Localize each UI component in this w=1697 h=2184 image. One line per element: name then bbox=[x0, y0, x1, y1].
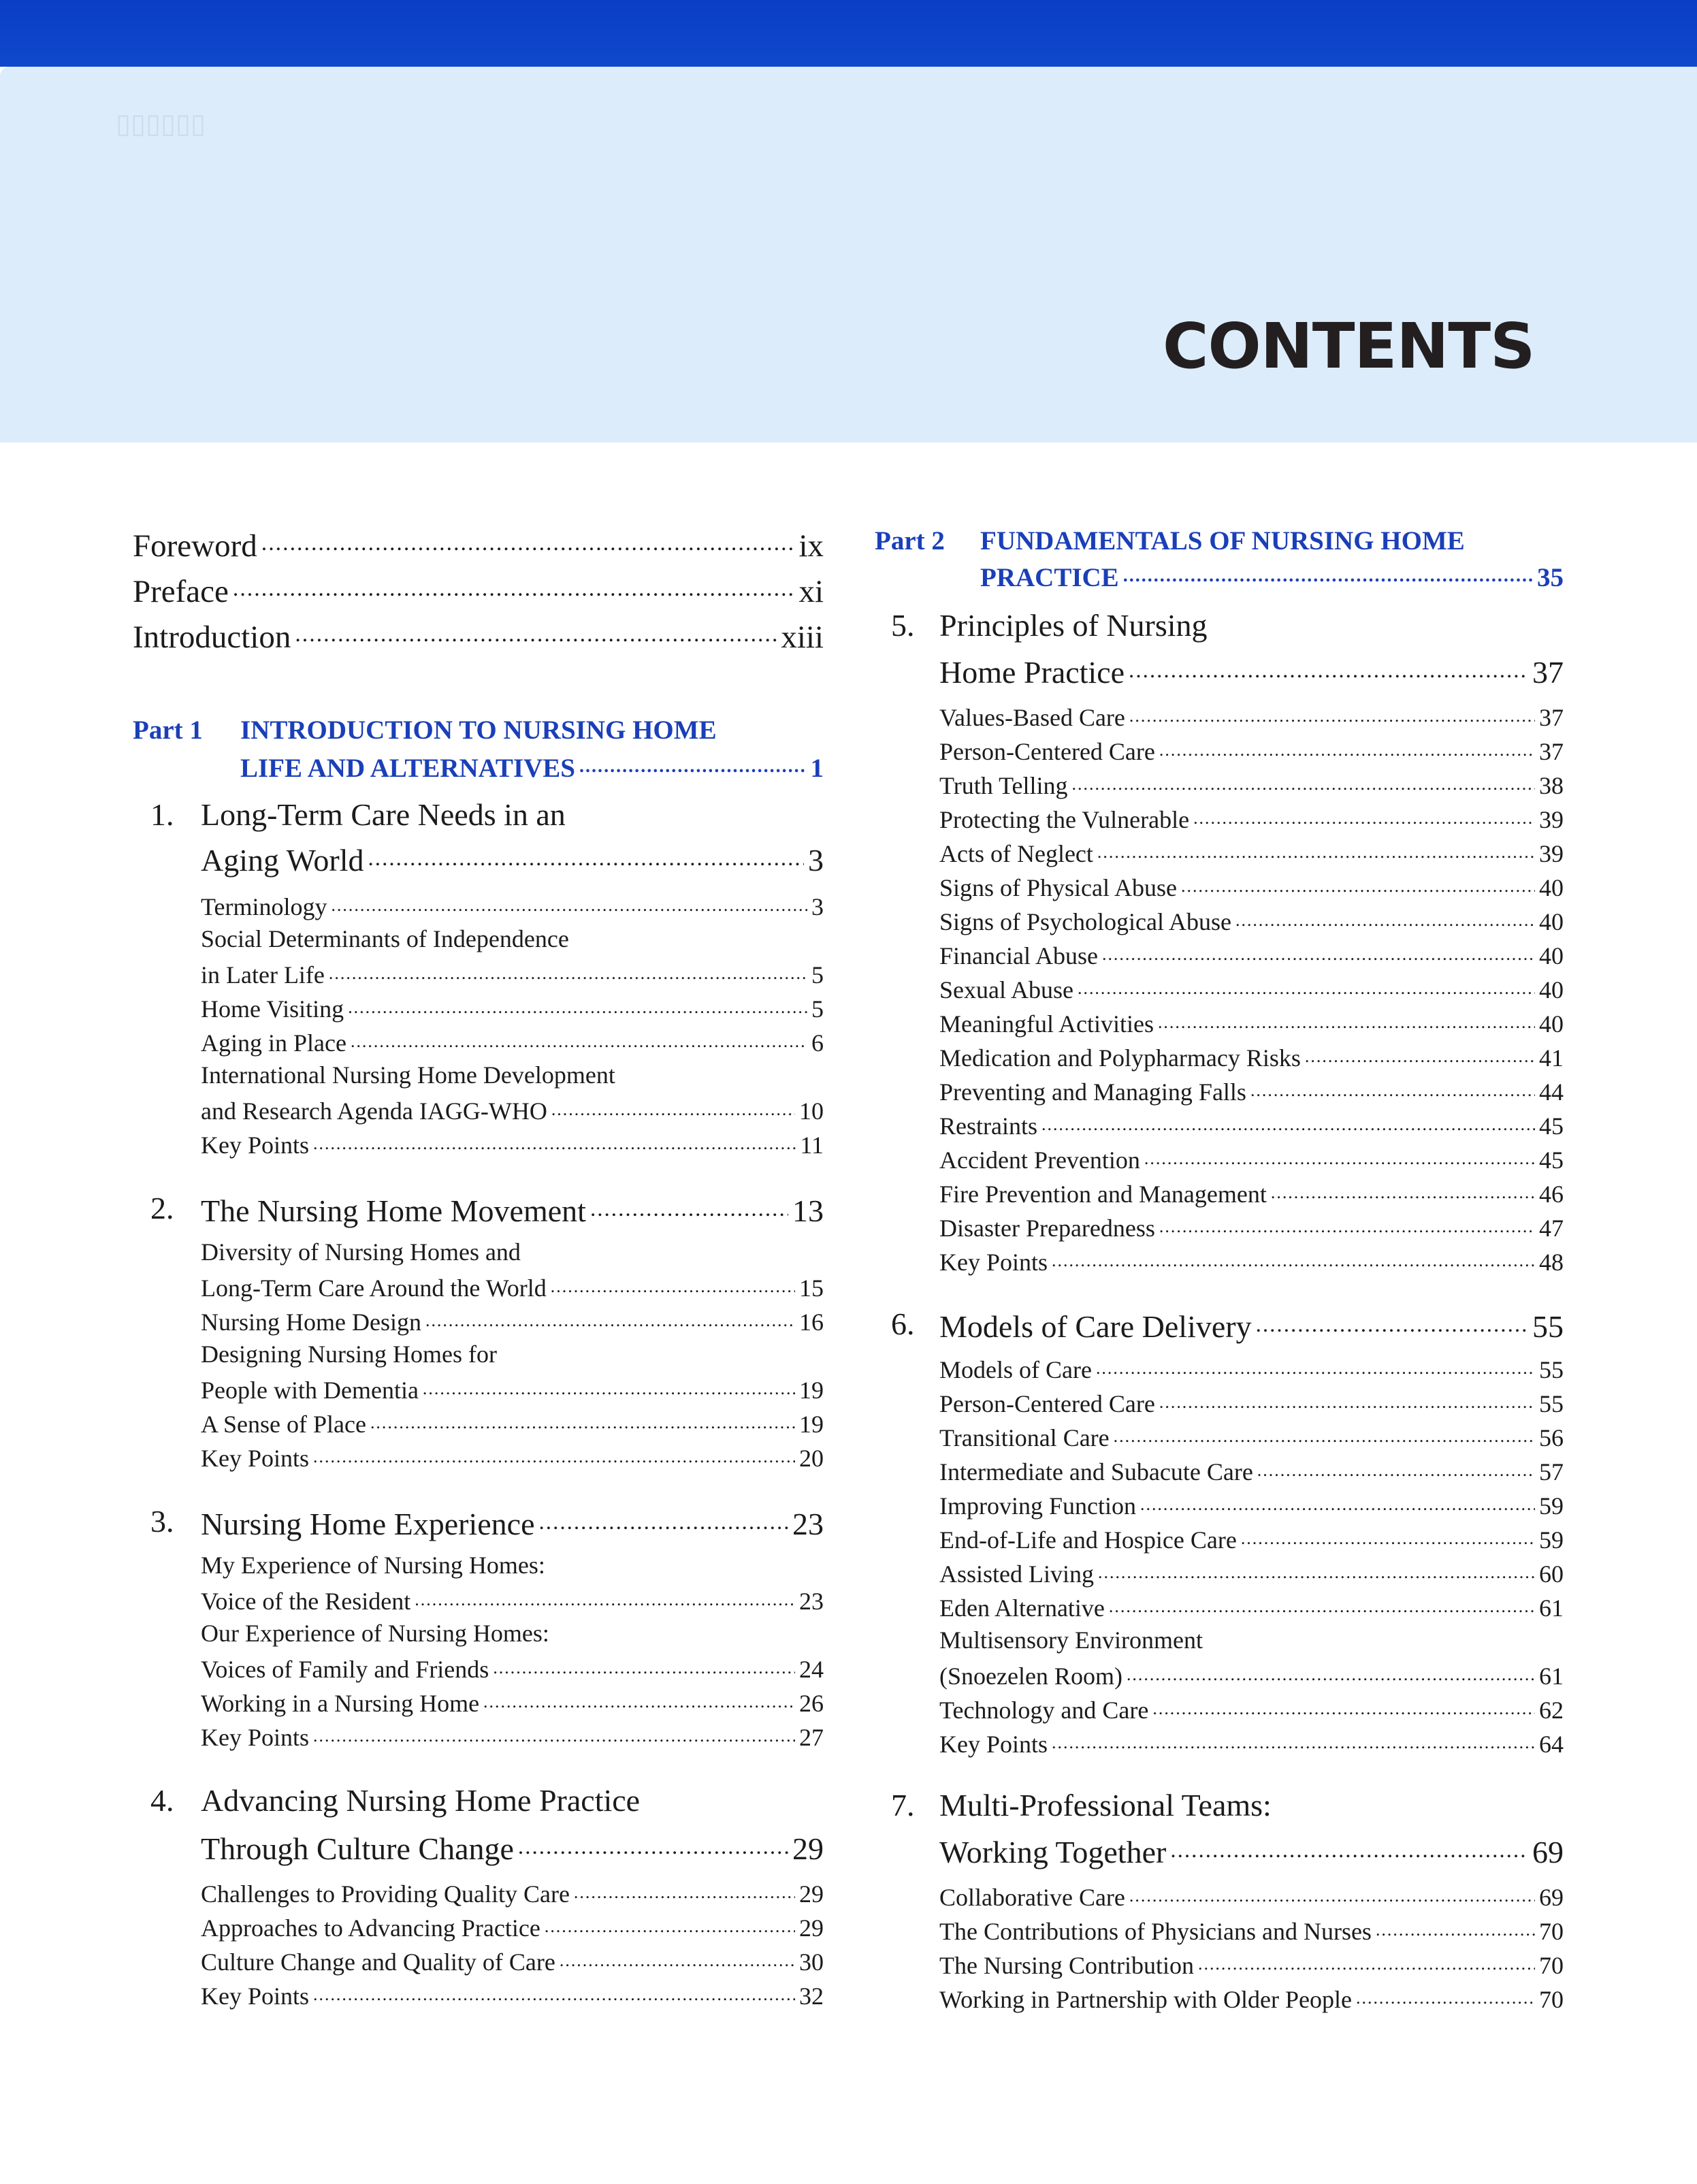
header-panel bbox=[0, 67, 1697, 443]
dot-leader bbox=[313, 1442, 795, 1466]
toc-entry-chapter-3[interactable] bbox=[201, 1503, 824, 1542]
entry-page: 20 bbox=[799, 1445, 824, 1472]
dot-leader bbox=[1129, 652, 1528, 683]
entry-page: xiii bbox=[781, 620, 824, 655]
chapter-7-number: 7. bbox=[891, 1788, 915, 1822]
dot-leader bbox=[1159, 1387, 1535, 1412]
entry-label: Technology and Care bbox=[939, 1697, 1149, 1724]
entry-label: Home Visiting bbox=[201, 995, 344, 1023]
dot-leader bbox=[1127, 1660, 1535, 1684]
chapter-5-number: 5. bbox=[891, 608, 915, 643]
dot-leader bbox=[545, 1912, 795, 1936]
chapter-4-number: 4. bbox=[150, 1783, 174, 1818]
dot-leader bbox=[1250, 1076, 1535, 1100]
entry-label: The Nursing Contribution bbox=[939, 1952, 1194, 1979]
entry-page: 55 bbox=[1539, 1390, 1564, 1417]
toc-section[interactable] bbox=[939, 1212, 1564, 1242]
dot-leader bbox=[295, 615, 777, 647]
entry-label: Aging in Place bbox=[201, 1029, 346, 1057]
toc-section[interactable] bbox=[939, 803, 1564, 834]
entry-label: (Snoezelen Room) bbox=[939, 1663, 1122, 1690]
toc-entry-chapter-2[interactable] bbox=[201, 1190, 824, 1229]
dot-leader bbox=[261, 524, 795, 556]
dot-leader bbox=[1078, 974, 1535, 998]
entry-label: Key Points bbox=[939, 1249, 1048, 1276]
dot-leader bbox=[518, 1828, 788, 1859]
toc-section[interactable] bbox=[201, 1272, 824, 1302]
toc-section[interactable] bbox=[939, 1008, 1564, 1038]
entry-page: 40 bbox=[1539, 942, 1564, 969]
toc-section[interactable] bbox=[939, 1983, 1564, 2014]
entry-label: Nursing Home Design bbox=[201, 1308, 421, 1336]
toc-entry-part-2[interactable] bbox=[980, 560, 1564, 593]
toc-section[interactable] bbox=[939, 1949, 1564, 1980]
entry-label: People with Dementia bbox=[201, 1377, 419, 1404]
dot-leader bbox=[1097, 837, 1535, 862]
toc-section[interactable] bbox=[939, 1592, 1564, 1622]
entry-page: 59 bbox=[1539, 1526, 1564, 1554]
entry-label: Key Points bbox=[939, 1731, 1048, 1758]
entry-label: Voices of Family and Friends bbox=[201, 1656, 489, 1683]
entry-page: 62 bbox=[1539, 1697, 1564, 1724]
entry-label: Long-Term Care Around the World bbox=[201, 1274, 547, 1302]
toc-section[interactable] bbox=[939, 701, 1564, 732]
dot-leader bbox=[329, 959, 807, 983]
entry-label: Signs of Physical Abuse bbox=[939, 874, 1178, 901]
toc-section[interactable] bbox=[201, 1721, 824, 1752]
toc-entry-chapter-4[interactable] bbox=[201, 1828, 824, 1867]
entry-label: Foreword bbox=[133, 528, 257, 564]
toc-section[interactable] bbox=[939, 974, 1564, 1004]
toc-section[interactable] bbox=[939, 940, 1564, 970]
entry-label: Preface bbox=[133, 574, 229, 609]
toc-entry-part-1[interactable] bbox=[240, 750, 824, 784]
entry-label: Models of Care bbox=[939, 1356, 1092, 1383]
entry-label: and Research Agenda IAGG-WHO bbox=[201, 1097, 547, 1125]
toc-section[interactable] bbox=[939, 1144, 1564, 1174]
entry-page: 24 bbox=[799, 1656, 824, 1683]
header-top-band bbox=[0, 0, 1697, 67]
dot-leader bbox=[574, 1878, 795, 1902]
toc-section[interactable] bbox=[201, 1095, 824, 1125]
entry-label: Nursing Home Experience bbox=[201, 1507, 535, 1541]
toc-section[interactable] bbox=[939, 1387, 1564, 1418]
entry-label: End-of-Life and Hospice Care bbox=[939, 1526, 1237, 1554]
toc-section[interactable] bbox=[201, 1027, 824, 1057]
toc-section[interactable] bbox=[939, 769, 1564, 800]
entry-page: 30 bbox=[799, 1948, 824, 1976]
entry-label: Improving Function bbox=[939, 1492, 1136, 1520]
dot-leader bbox=[1241, 1524, 1535, 1548]
entry-page: 40 bbox=[1539, 1010, 1564, 1038]
entry-label: Introduction bbox=[133, 620, 291, 655]
dot-leader bbox=[1256, 1306, 1528, 1337]
toc-entry-chapter-1[interactable] bbox=[201, 839, 824, 878]
entry-label: Medication and Polypharmacy Risks bbox=[939, 1044, 1301, 1072]
entry-label: A Sense of Place bbox=[201, 1411, 366, 1438]
dot-leader bbox=[1129, 1881, 1535, 1906]
entry-page: 40 bbox=[1539, 908, 1564, 935]
entry-label: Terminology bbox=[201, 893, 327, 920]
dot-leader bbox=[1096, 1353, 1535, 1378]
entry-page: 64 bbox=[1539, 1731, 1564, 1758]
entry-label: Person-Centered Care bbox=[939, 738, 1155, 765]
entry-page: 45 bbox=[1539, 1112, 1564, 1140]
dot-leader bbox=[1257, 1456, 1535, 1480]
entry-label: Home Practice bbox=[939, 655, 1125, 690]
toc-section-line1: Multisensory Environment bbox=[939, 1626, 1203, 1654]
entry-label: Protecting the Vulnerable bbox=[939, 806, 1190, 833]
toc-section[interactable] bbox=[939, 1881, 1564, 1912]
chapter-4-title-line1: Advancing Nursing Home Practice bbox=[201, 1783, 641, 1818]
chapter-6-number: 6. bbox=[891, 1306, 915, 1341]
entry-page: 19 bbox=[799, 1411, 824, 1438]
dot-leader bbox=[1305, 1042, 1535, 1066]
dot-leader bbox=[351, 1027, 807, 1051]
toc-section[interactable] bbox=[939, 1042, 1564, 1072]
entry-page: 46 bbox=[1539, 1181, 1564, 1208]
toc-section[interactable] bbox=[201, 1408, 824, 1439]
dot-leader bbox=[1158, 1008, 1535, 1032]
entry-page: 59 bbox=[1539, 1492, 1564, 1520]
entry-label: Restraints bbox=[939, 1112, 1037, 1140]
entry-page: 13 bbox=[792, 1193, 824, 1228]
dot-leader bbox=[551, 1095, 795, 1119]
entry-page: 11 bbox=[800, 1131, 824, 1159]
entry-page: 26 bbox=[799, 1690, 824, 1717]
toc-section[interactable] bbox=[201, 993, 824, 1023]
entry-label: in Later Life bbox=[201, 961, 325, 989]
entry-page: 45 bbox=[1539, 1146, 1564, 1174]
toc-section[interactable] bbox=[939, 1076, 1564, 1106]
entry-page: 10 bbox=[799, 1097, 824, 1125]
entry-label: Financial Abuse bbox=[939, 942, 1098, 969]
entry-page: ix bbox=[798, 528, 824, 564]
toc-section[interactable] bbox=[939, 1558, 1564, 1588]
dot-leader bbox=[423, 1374, 795, 1398]
entry-page: 40 bbox=[1539, 976, 1564, 1003]
entry-page: 69 bbox=[1539, 1884, 1564, 1911]
toc-section-line1: My Experience of Nursing Homes: bbox=[201, 1552, 545, 1579]
entry-page: 70 bbox=[1539, 1952, 1564, 1979]
entry-page: 37 bbox=[1539, 738, 1564, 765]
toc-entry-chapter-5[interactable] bbox=[939, 652, 1564, 690]
dot-leader bbox=[1159, 735, 1535, 760]
dot-leader bbox=[483, 1687, 795, 1712]
toc-section[interactable] bbox=[939, 871, 1564, 902]
entry-label: Signs of Psychological Abuse bbox=[939, 908, 1231, 935]
dot-leader bbox=[1102, 940, 1535, 964]
entry-label: Key Points bbox=[201, 1131, 310, 1159]
entry-page: 29 bbox=[792, 1831, 824, 1866]
entry-page: 60 bbox=[1539, 1560, 1564, 1588]
dot-leader bbox=[1159, 1212, 1535, 1236]
entry-label: Working in Partnership with Older People bbox=[939, 1986, 1353, 2013]
dot-leader bbox=[1235, 905, 1535, 930]
toc-section[interactable] bbox=[201, 1442, 824, 1473]
toc-entry-foreword[interactable] bbox=[133, 524, 824, 564]
toc-entry-chapter-7[interactable] bbox=[939, 1831, 1564, 1870]
toc-section[interactable] bbox=[939, 1524, 1564, 1554]
chapter-5-title-line1: Principles of Nursing bbox=[939, 608, 1208, 643]
toc-section[interactable] bbox=[201, 890, 824, 921]
entry-page: 61 bbox=[1539, 1594, 1564, 1622]
dot-leader bbox=[551, 1272, 795, 1296]
chapter-1-title-line1: Long-Term Care Needs in an bbox=[201, 797, 566, 832]
chapter-7-title-line1: Multi-Professional Teams: bbox=[939, 1788, 1272, 1822]
dot-leader bbox=[331, 890, 807, 915]
toc-section[interactable] bbox=[201, 1585, 824, 1616]
entry-page: 57 bbox=[1539, 1458, 1564, 1486]
dot-leader bbox=[1098, 1558, 1535, 1582]
entry-page: 35 bbox=[1537, 563, 1564, 592]
entry-label: Approaches to Advancing Practice bbox=[201, 1914, 540, 1942]
toc-section[interactable] bbox=[939, 837, 1564, 868]
dot-leader bbox=[313, 1721, 795, 1746]
entry-label: Transitional Care bbox=[939, 1424, 1110, 1451]
entry-page: 38 bbox=[1539, 772, 1564, 799]
entry-label: Truth Telling bbox=[939, 772, 1068, 799]
entry-page: 1 bbox=[810, 754, 824, 783]
entry-page: 39 bbox=[1539, 840, 1564, 867]
entry-page: 5 bbox=[811, 961, 824, 989]
entry-page: 39 bbox=[1539, 806, 1564, 833]
show-through-text: ▯▯▯▯▯▯ bbox=[116, 108, 206, 139]
entry-page: 6 bbox=[811, 1029, 824, 1057]
entry-label: Values-Based Care bbox=[939, 704, 1125, 731]
entry-page: 55 bbox=[1532, 1309, 1564, 1344]
chapter-3-number: 3. bbox=[150, 1504, 174, 1539]
entry-label: Preventing and Managing Falls bbox=[939, 1078, 1246, 1106]
entry-label: Assisted Living bbox=[939, 1560, 1095, 1588]
chapter-2-number: 2. bbox=[150, 1191, 174, 1225]
entry-label: PRACTICE bbox=[980, 563, 1119, 592]
entry-label: The Contributions of Physicians and Nurses bbox=[939, 1918, 1372, 1945]
entry-page: 37 bbox=[1539, 704, 1564, 731]
entry-page: 41 bbox=[1539, 1044, 1564, 1072]
entry-label: Eden Alternative bbox=[939, 1594, 1105, 1622]
entry-page: 29 bbox=[799, 1914, 824, 1942]
toc-section[interactable] bbox=[201, 959, 824, 989]
entry-label: Key Points bbox=[201, 1724, 310, 1751]
entry-label: Voice of the Resident bbox=[201, 1588, 411, 1615]
entry-page: 44 bbox=[1539, 1078, 1564, 1106]
toc-section[interactable] bbox=[201, 1653, 824, 1684]
dot-leader bbox=[1152, 1694, 1535, 1718]
dot-leader bbox=[539, 1503, 788, 1535]
entry-page: 40 bbox=[1539, 874, 1564, 901]
entry-page: 61 bbox=[1539, 1663, 1564, 1690]
dot-leader bbox=[1114, 1422, 1535, 1446]
dot-leader bbox=[370, 1408, 795, 1432]
entry-page: 70 bbox=[1539, 1918, 1564, 1945]
page-title: CONTENTS bbox=[1163, 310, 1535, 383]
dot-leader bbox=[233, 570, 795, 602]
entry-label: Aging World bbox=[201, 843, 364, 878]
entry-page: 55 bbox=[1539, 1356, 1564, 1383]
entry-page: 3 bbox=[808, 843, 824, 878]
toc-section[interactable] bbox=[201, 1878, 824, 1908]
dot-leader bbox=[1041, 1110, 1535, 1134]
toc-section[interactable] bbox=[201, 1129, 824, 1159]
toc-section[interactable] bbox=[939, 1490, 1564, 1520]
entry-label: Person-Centered Care bbox=[939, 1390, 1155, 1417]
toc-entry-introduction[interactable] bbox=[133, 615, 824, 656]
toc-section[interactable] bbox=[201, 1374, 824, 1404]
entry-label: Accident Prevention bbox=[939, 1146, 1140, 1174]
dot-leader bbox=[1109, 1592, 1535, 1616]
dot-leader bbox=[1181, 871, 1535, 896]
entry-label: Models of Care Delivery bbox=[939, 1309, 1252, 1344]
dot-leader bbox=[415, 1585, 795, 1609]
entry-label: Key Points bbox=[201, 1445, 310, 1472]
toc-section-line1: Our Experience of Nursing Homes: bbox=[201, 1620, 549, 1647]
dot-leader bbox=[1140, 1490, 1535, 1514]
dot-leader bbox=[425, 1306, 795, 1330]
dot-leader bbox=[313, 1980, 795, 2004]
entry-label: Meaningful Activities bbox=[939, 1010, 1154, 1038]
dot-leader bbox=[560, 1946, 795, 1970]
toc-section[interactable] bbox=[201, 1946, 824, 1976]
entry-label: Through Culture Change bbox=[201, 1831, 514, 1866]
toc-section[interactable] bbox=[939, 1728, 1564, 1759]
toc-section-line1: Diversity of Nursing Homes and bbox=[201, 1238, 521, 1266]
part-1-title-line1: INTRODUCTION TO NURSING HOME bbox=[240, 716, 717, 745]
entry-page: 19 bbox=[799, 1377, 824, 1404]
dot-leader bbox=[1356, 1983, 1535, 2008]
entry-page: 37 bbox=[1532, 655, 1564, 690]
dot-leader bbox=[590, 1190, 788, 1221]
entry-label: Collaborative Care bbox=[939, 1884, 1125, 1911]
dot-leader bbox=[1123, 560, 1533, 586]
entry-label: Working in a Nursing Home bbox=[201, 1690, 480, 1717]
entry-label: LIFE AND ALTERNATIVES bbox=[240, 754, 575, 783]
dot-leader bbox=[579, 750, 807, 777]
dot-leader bbox=[313, 1129, 796, 1153]
entry-page: 27 bbox=[799, 1724, 824, 1751]
entry-page: 3 bbox=[811, 893, 824, 920]
toc-section[interactable] bbox=[939, 1915, 1564, 1946]
toc-section[interactable] bbox=[201, 1306, 824, 1336]
toc-section[interactable] bbox=[939, 1694, 1564, 1724]
toc-section[interactable] bbox=[939, 1456, 1564, 1486]
entry-label: Acts of Neglect bbox=[939, 840, 1093, 867]
dot-leader bbox=[1198, 1949, 1535, 1974]
dot-leader bbox=[1052, 1728, 1535, 1752]
entry-page: 16 bbox=[799, 1308, 824, 1336]
entry-page: 23 bbox=[792, 1507, 824, 1541]
toc-section[interactable] bbox=[939, 1422, 1564, 1452]
part-2-label: Part 2 bbox=[875, 526, 945, 556]
entry-page: 56 bbox=[1539, 1424, 1564, 1451]
toc-section[interactable] bbox=[939, 1110, 1564, 1140]
entry-label: Working Together bbox=[939, 1835, 1167, 1869]
entry-page: 47 bbox=[1539, 1215, 1564, 1242]
toc-section-line1: International Nursing Home Development bbox=[201, 1061, 615, 1089]
toc-entry-preface[interactable] bbox=[133, 570, 824, 610]
dot-leader bbox=[1170, 1831, 1528, 1863]
toc-section[interactable] bbox=[939, 1178, 1564, 1208]
toc-section[interactable] bbox=[939, 1353, 1564, 1384]
toc-section[interactable] bbox=[201, 1687, 824, 1718]
entry-page: 32 bbox=[799, 1982, 824, 2010]
toc-section-line1: Designing Nursing Homes for bbox=[201, 1340, 497, 1368]
dot-leader bbox=[1072, 769, 1535, 794]
toc-section[interactable] bbox=[939, 1660, 1564, 1690]
chapter-1-number: 1. bbox=[150, 797, 174, 832]
dot-leader bbox=[1271, 1178, 1535, 1202]
entry-label: Disaster Preparedness bbox=[939, 1215, 1155, 1242]
entry-label: Intermediate and Subacute Care bbox=[939, 1458, 1253, 1486]
toc-section[interactable] bbox=[939, 905, 1564, 936]
entry-label: Challenges to Providing Quality Care bbox=[201, 1880, 570, 1908]
toc-section[interactable] bbox=[201, 1912, 824, 1942]
entry-page: 69 bbox=[1532, 1835, 1564, 1869]
dot-leader bbox=[493, 1653, 795, 1677]
toc-section[interactable] bbox=[939, 1246, 1564, 1276]
entry-label: Key Points bbox=[201, 1982, 310, 2010]
dot-leader bbox=[1193, 803, 1535, 828]
toc-entry-chapter-6[interactable] bbox=[939, 1306, 1564, 1345]
toc-section[interactable] bbox=[201, 1980, 824, 2010]
dot-leader bbox=[1144, 1144, 1535, 1168]
dot-leader bbox=[1129, 701, 1535, 726]
toc-section-line1: Social Determinants of Independence bbox=[201, 925, 569, 952]
entry-label: Culture Change and Quality of Care bbox=[201, 1948, 555, 1976]
dot-leader bbox=[1052, 1246, 1535, 1270]
dot-leader bbox=[1376, 1915, 1535, 1940]
entry-page: 48 bbox=[1539, 1249, 1564, 1276]
entry-page: 23 bbox=[799, 1588, 824, 1615]
toc-section[interactable] bbox=[939, 735, 1564, 766]
entry-page: 5 bbox=[811, 995, 824, 1023]
part-1-label: Part 1 bbox=[133, 716, 203, 745]
entry-label: Fire Prevention and Management bbox=[939, 1181, 1267, 1208]
entry-label: Sexual Abuse bbox=[939, 976, 1073, 1003]
part-2-title-line1: FUNDAMENTALS OF NURSING HOME bbox=[980, 526, 1465, 556]
dot-leader bbox=[368, 839, 804, 871]
dot-leader bbox=[348, 993, 807, 1017]
entry-page: xi bbox=[798, 574, 824, 609]
entry-label: The Nursing Home Movement bbox=[201, 1193, 586, 1228]
entry-page: 29 bbox=[799, 1880, 824, 1908]
entry-page: 70 bbox=[1539, 1986, 1564, 2013]
entry-page: 15 bbox=[799, 1274, 824, 1302]
